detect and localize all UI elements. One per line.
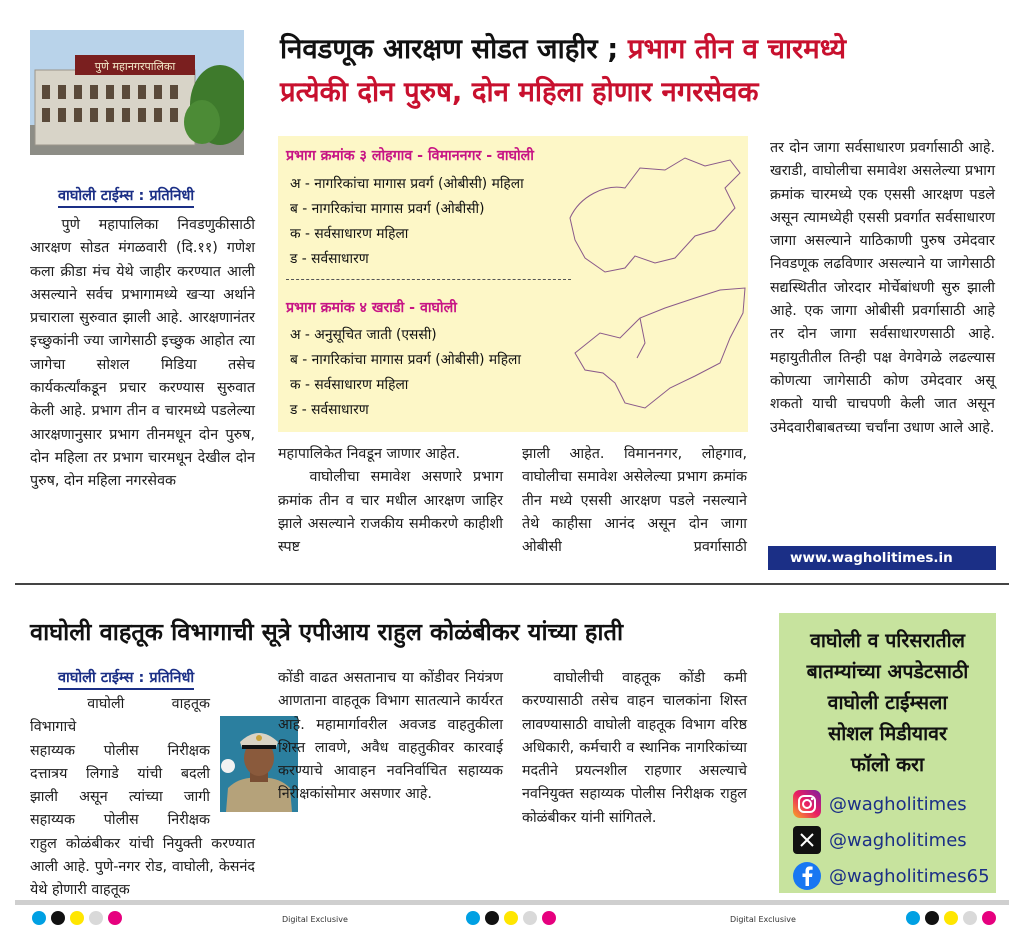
- article-headline: [280, 28, 1015, 114]
- headline-line-2: प्रत्येकी दोन पुरुष, दोन महिला होणार नगरसेवक: [280, 76, 759, 108]
- article-column-3: [522, 667, 747, 830]
- byline: वाघोली टाईम्स : प्रतिनिधी: [58, 185, 194, 208]
- digital-exclusive-label: Digital Exclusive: [282, 915, 348, 924]
- x-icon: [793, 826, 821, 854]
- facebook-icon: [793, 862, 821, 890]
- registration-dots: [906, 911, 996, 925]
- facebook-link[interactable]: [793, 860, 990, 892]
- paragraph-end: महापालिकेत निवडून जाणार आहेत.: [278, 446, 461, 462]
- social-heading-line: सोशल मिडीयावर: [828, 722, 947, 745]
- paragraph: झाली आहेत. विमाननगर, लोहगाव, वाघोलीचा समावेश असेलेल्या प्रभाग क्रमांक तीन मध्ये एससी आरक्षण पडले नसल्याने तेथे काहीसा आनंद असून दोन जागा ओबीसी प्रवर्गासाठी: [522, 446, 747, 556]
- paragraph: कोंडी वाढत असतानाच या कोंडीवर नियंत्रण आणताना वाहतूक विभाग सातत्याने कार्यरत आहे. महामार्गावरील अवजड वाहतुकीला शिस्त लावणे, अवैध वाहतुकीवर कारवाई करण्याचे आवाहन नवनिर्वाचित सहाय्यक निरीक्षकांसोमार असणार आहे.: [278, 670, 503, 803]
- paragraph: तर दोन जागा सर्वसाधारण प्रवर्गासाठी आहे. खराडी, वाघोलीचा समावेश असलेल्या प्रभाग क्रमांक चारमध्ये एक एससी आरक्षण पडले असून त्यामध्येही एससी प्रवर्गात सर्वसाधारण जागा असल्याने याठिकाणी पुरुष उमेदवार निवडणूक लढविणार असल्याने या जागेसाठी सद्यस्थितीत जोरदार मोर्चेबांधणी सुरु झाली आहे. एक जागा ओबीसी प्रवर्गासाठी आहे तर दोन जागा सर्वसाधारणसाठी आहे. महायुतीतील तिन्ही पक्ष वेगवेगळे लढल्यास कोणत्या जागेसाठी कोण उमेदवार असू शकतो याची चाचपणी केली जात असून उमेदवारीबाबतच्या चर्चांना उधाण आले आहे.: [770, 140, 995, 436]
- registration-dots: [466, 911, 556, 925]
- magenta-dot: [542, 911, 556, 925]
- registration-dots: [32, 911, 122, 925]
- text-line: वाघोली वाहतूक विभागाचे: [30, 696, 210, 736]
- ward-boundary-maps: [545, 148, 750, 418]
- paragraph: वाघोलीचा समावेश असणारे प्रभाग क्रमांक तीन व चार मधील आरक्षण जाहिर झाले असल्याने राजकीय समीकरणे काहीशी स्पष्ट: [278, 469, 503, 556]
- cyan-dot: [466, 911, 480, 925]
- section-divider: [15, 583, 1009, 585]
- footer-bar: [15, 900, 1009, 905]
- website-link[interactable]: www.wagholitimes.in: [768, 546, 996, 570]
- article-column-1: [30, 214, 255, 494]
- digital-exclusive-label: Digital Exclusive: [730, 915, 796, 924]
- instagram-link[interactable]: [793, 788, 967, 820]
- building-sign: पुणे महानगरपालिका: [94, 60, 176, 73]
- ward-3-row: अ - नागरिकांचा मागास प्रवर्ग (ओबीसी) महिला: [290, 176, 524, 192]
- article-column-3: [522, 443, 747, 559]
- social-follow-box: [779, 613, 996, 893]
- grey-dot: [523, 911, 537, 925]
- ward-4-row: क - सर्वसाधारण महिला: [290, 377, 409, 393]
- article-column-4: [770, 137, 995, 440]
- article-column-2: [278, 667, 503, 807]
- byline: वाघोली टाईम्स : प्रतिनिधी: [58, 667, 194, 690]
- ward-3-row: ड - सर्वसाधारण: [290, 251, 369, 267]
- ward-3-row: ब - नागरिकांचा मागास प्रवर्ग (ओबीसी): [290, 201, 485, 217]
- black-dot: [925, 911, 939, 925]
- ward-3-row: क - सर्वसाधारण महिला: [290, 226, 409, 242]
- yellow-dot: [944, 911, 958, 925]
- ward-3-heading: प्रभाग क्रमांक ३ लोहगाव - विमाननगर - वाघोली: [286, 148, 534, 164]
- ward-4-row: ब - नागरिकांचा मागास प्रवर्ग (ओबीसी) महिला: [290, 352, 521, 368]
- cyan-dot: [906, 911, 920, 925]
- social-heading: [779, 625, 996, 780]
- ward-4-row: ड - सर्वसाधारण: [290, 402, 369, 418]
- social-heading-line: वाघोली व परिसरातील: [810, 629, 965, 652]
- facebook-handle: @wagholitimes65: [829, 865, 990, 887]
- social-heading-line: वाघोली टाईम्सला: [827, 691, 948, 714]
- cyan-dot: [32, 911, 46, 925]
- ward-separator: [286, 279, 571, 280]
- paragraph: पुणे महापालिका निवडणुकीसाठी आरक्षण सोडत मंगळवारी (दि.११) गणेश कला क्रीडा मंच येथे जाहीर करण्यात आली असल्याने सर्वच प्रभागामध्ये खऱ्या अर्थाने प्रचाराला सुरुवात झाली आहे. आरक्षणानंतर इच्छुकांनी ज्या जागेसाठी इच्छुक आहोत त्या जागेचा सोशल मिडिया तसेच कार्यकर्त्यांकडून प्रचार करण्यास सुरुवात केली आहे. प्रभाग तीन व चारमध्ये पडलेल्या आरक्षणानुसार प्रभाग तीनमधून दोन पुरुष, दोन महिला तर प्रभाग चारमधून देखील दोन पुरुष, दोन महिला नगरसेवक: [30, 217, 255, 490]
- yellow-dot: [70, 911, 84, 925]
- ward-4-row: अ - अनुसूचित जाती (एससी): [290, 327, 437, 343]
- magenta-dot: [982, 911, 996, 925]
- text-line: सहाय्यक पोलीस निरीक्षक: [30, 812, 210, 829]
- ward-4-heading: प्रभाग क्रमांक ४ खराडी - वाघोली: [286, 300, 457, 316]
- black-dot: [51, 911, 65, 925]
- instagram-icon: [793, 790, 821, 818]
- grey-dot: [89, 911, 103, 925]
- grey-dot: [963, 911, 977, 925]
- article-headline: वाघोली वाहतूक विभागाची सूत्रे एपीआय राहुल कोळंबीकर यांच्या हाती: [30, 618, 624, 646]
- x-handle: @wagholitimes: [829, 829, 967, 851]
- text-line: सहाय्यक पोलीस निरीक्षक: [30, 742, 210, 759]
- article-column-2: [278, 443, 503, 559]
- text-line: झाली असून त्यांच्या जागी: [30, 789, 210, 806]
- building-photo: [30, 30, 244, 155]
- paragraph: राहुल कोळंबीकर यांची नियुक्ती करण्यात आली आहे. पुणे-नगर रोड, वाघोली, केसनंद येथे होणारी वाहतूक: [30, 835, 255, 899]
- headline-black-part: निवडणूक आरक्षण सोडत जाहीर ;: [280, 33, 628, 65]
- social-heading-line: बातम्यांच्या अपडेटसाठी: [806, 660, 969, 683]
- magenta-dot: [108, 911, 122, 925]
- social-heading-line: फॉलो करा: [850, 753, 925, 776]
- paragraph: वाघोलीची वाहतूक कोंडी कमी करण्यासाठी तसेच वाहन चालकांना शिस्त लावण्यासाठी वाघोली वाहतूक विभाग वरिष्ठ अधिकारी, कर्मचारी व स्थानिक नागरिकांच्या मदतीने प्रयत्नशील राहणार असल्याचे नवनियुक्त सहाय्यक पोलीस निरीक्षक राहुल कोळंबीकर यांनी सांगितले.: [522, 670, 747, 826]
- black-dot: [485, 911, 499, 925]
- text-line: दत्तात्रय लिगाडे यांची बदली: [30, 765, 210, 782]
- x-link[interactable]: [793, 824, 967, 856]
- yellow-dot: [504, 911, 518, 925]
- instagram-handle: @wagholitimes: [829, 793, 967, 815]
- headline-red-part: प्रभाग तीन व चारमध्ये: [627, 33, 847, 65]
